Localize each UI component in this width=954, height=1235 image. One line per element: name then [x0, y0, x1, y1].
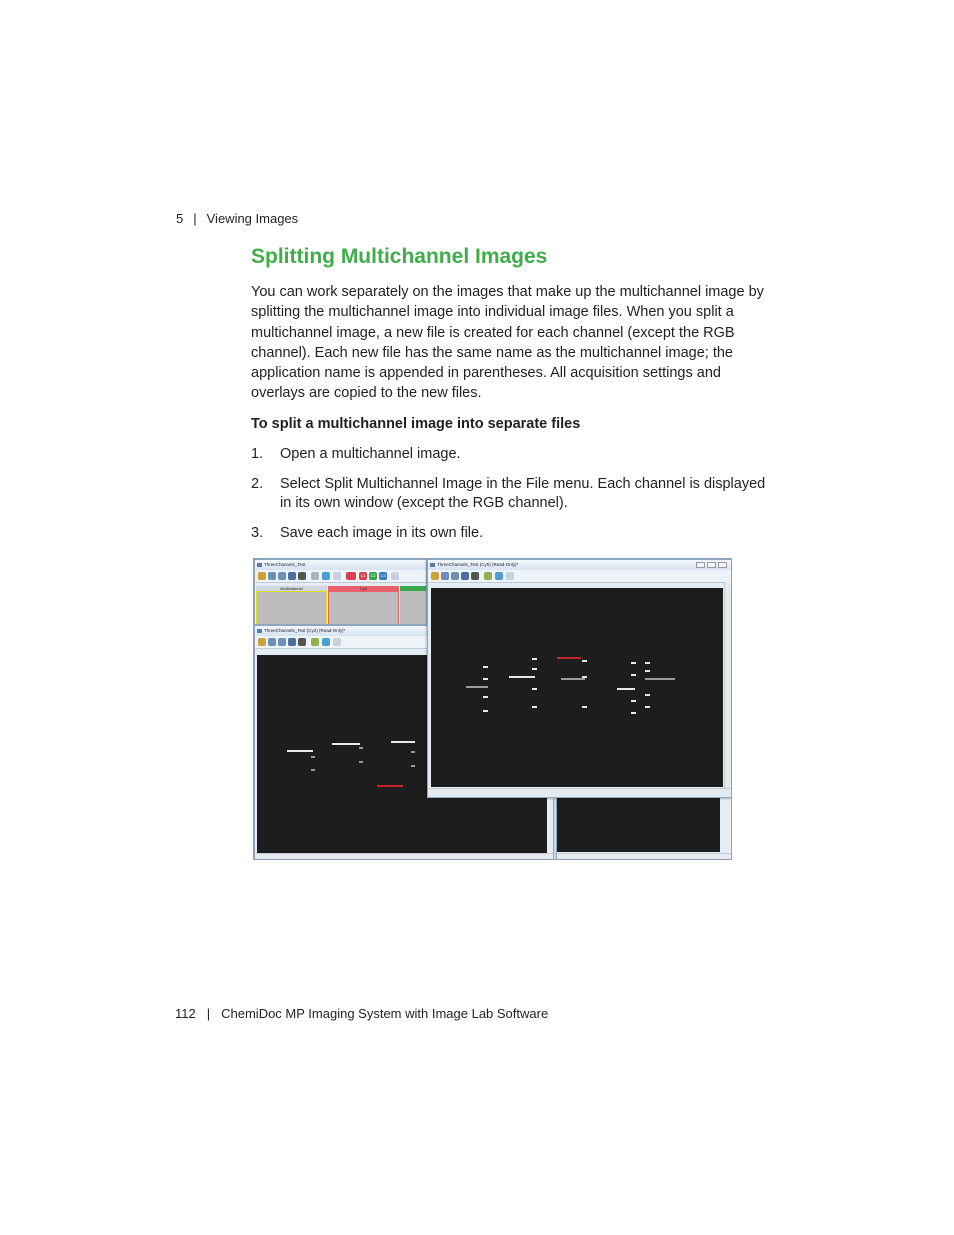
thumbnail-green[interactable]: [400, 591, 427, 625]
intro-paragraph: You can work separately on the images that make up the multichannel image by splitting the multichannel image into individual image files. When you split a multichannel image, a new file is created for each channel (except the RGB channel). Each new file has the same name as the multichannel image; the application name is appended in parentheses. All acquisition settings and overlays are copied to the new files.: [251, 284, 764, 402]
pointer-tool-icon[interactable]: [298, 638, 306, 646]
step-item: [251, 475, 776, 514]
zoom-out-icon[interactable]: [278, 572, 286, 580]
gel-band: [391, 741, 415, 743]
maximize-button[interactable]: [707, 562, 716, 568]
procedure-title: To split a multichannel image into separate files: [251, 416, 581, 432]
channel-c1-button[interactable]: C1: [360, 573, 366, 578]
running-head: [176, 211, 298, 226]
header-separator: |: [193, 211, 197, 226]
zoom-out-icon[interactable]: [278, 638, 286, 646]
gel-band: [483, 666, 488, 668]
multichannel-window: [254, 559, 427, 625]
horizontal-scrollbar[interactable]: [557, 853, 731, 860]
cy5-window-titlebar: [428, 560, 731, 570]
step-text: Save each image in its own file.: [280, 524, 484, 541]
fit-to-window-icon[interactable]: [461, 572, 469, 580]
background-window: [556, 795, 732, 860]
open-tool-icon[interactable]: [258, 638, 266, 646]
minimize-button[interactable]: [696, 562, 705, 568]
gel-band: [287, 750, 313, 752]
gel-band: [645, 670, 650, 672]
split-channel-screenshot: [253, 558, 732, 860]
gel-band: [582, 706, 587, 708]
horizontal-scrollbar[interactable]: [428, 788, 731, 795]
fit-to-window-icon[interactable]: [288, 638, 296, 646]
display-icon[interactable]: [333, 638, 341, 646]
procedure-steps: [251, 445, 776, 553]
close-button[interactable]: [718, 562, 727, 568]
gel-band-red: [377, 785, 403, 787]
window-icon: [430, 563, 435, 567]
gel-band: [561, 678, 585, 680]
gel-band: [359, 747, 363, 749]
image-tool-icon[interactable]: [311, 572, 319, 580]
gel-band: [359, 761, 363, 763]
step-number: 1.: [251, 446, 264, 462]
fit-to-window-icon[interactable]: [288, 572, 296, 580]
gel-band: [617, 688, 635, 690]
step-number: 2.: [251, 475, 264, 492]
multichannel-toolbar: [255, 570, 426, 583]
gel-band: [483, 678, 488, 680]
gel-band: [532, 658, 537, 660]
gel-band: [631, 700, 636, 702]
gel-band: [532, 668, 537, 670]
gel-band: [411, 751, 415, 753]
section-title: Splitting Multichannel Images: [251, 245, 548, 268]
window-icon: [257, 629, 262, 633]
gel-band: [466, 686, 488, 688]
gel-band: [645, 678, 675, 680]
gel-band: [483, 696, 488, 698]
book-title: ChemiDoc MP Imaging System with Image Lab Software: [221, 1006, 549, 1021]
gel-band: [645, 694, 650, 696]
zoom-in-icon[interactable]: [441, 572, 449, 580]
channel-c3-button[interactable]: C3: [380, 573, 386, 578]
transform-icon[interactable]: [322, 572, 330, 580]
gel-band: [582, 660, 587, 662]
image-tool-icon[interactable]: [484, 572, 492, 580]
open-tool-icon[interactable]: [258, 572, 266, 580]
pointer-tool-icon[interactable]: [471, 572, 479, 580]
step-item: [251, 445, 776, 465]
gel-band: [509, 676, 535, 678]
gel-band: [332, 743, 360, 745]
thumbnail-multichannel[interactable]: [256, 591, 327, 625]
layout-icon[interactable]: [391, 572, 399, 580]
channel-c2-button[interactable]: C2: [370, 573, 376, 578]
step-text: Select Split Multichannel Image in the File menu. Each channel is displayed in its own window (except the RGB channel).: [280, 475, 766, 511]
horizontal-scrollbar[interactable]: [255, 853, 553, 860]
tab-multichannel[interactable]: Multichannel: [256, 586, 327, 591]
page-footer: [175, 1006, 548, 1021]
step-item: [251, 524, 776, 544]
vertical-scrollbar[interactable]: [724, 582, 731, 789]
gel-band-red: [557, 657, 581, 659]
thumbnail-cy3[interactable]: [328, 591, 399, 625]
pointer-tool-icon[interactable]: [298, 572, 306, 580]
step-number: 3.: [251, 524, 264, 541]
gel-band: [311, 769, 315, 771]
cy5-window: [427, 559, 732, 798]
background-canvas: [557, 796, 720, 852]
cy5-toolbar: [428, 570, 731, 583]
tab-cy3[interactable]: Cy3: [328, 586, 399, 591]
zoom-out-icon[interactable]: [451, 572, 459, 580]
transform-icon[interactable]: [322, 638, 330, 646]
zoom-in-icon[interactable]: [268, 572, 276, 580]
gel-band: [645, 662, 650, 664]
gel-band: [631, 674, 636, 676]
cy5-image-canvas[interactable]: [431, 588, 723, 787]
transform-icon[interactable]: [495, 572, 503, 580]
page-number: 112: [175, 1006, 196, 1021]
multichannel-window-titlebar: [255, 560, 426, 570]
gel-band: [411, 765, 415, 767]
cy2-window-title: ThreeChannels_Test (Cy2) (Read-Only)*: [264, 628, 346, 633]
gel-band: [311, 756, 315, 758]
channel-overlay-icon[interactable]: [346, 572, 356, 580]
gel-band: [582, 676, 587, 678]
multichannel-window-title: ThreeChannels_Test: [264, 562, 306, 567]
open-tool-icon[interactable]: [431, 572, 439, 580]
gel-band: [631, 662, 636, 664]
gel-band: [532, 688, 537, 690]
gel-band: [631, 712, 636, 714]
step-text: Open a multichannel image.: [280, 446, 461, 462]
chapter-title: Viewing Images: [206, 211, 299, 226]
gel-band: [532, 706, 537, 708]
footer-separator: |: [206, 1006, 211, 1021]
window-icon: [257, 563, 262, 567]
gel-band: [483, 710, 488, 712]
display-icon[interactable]: [333, 572, 341, 580]
image-tool-icon[interactable]: [311, 638, 319, 646]
display-icon[interactable]: [506, 572, 514, 580]
chapter-number: 5: [176, 211, 184, 226]
zoom-in-icon[interactable]: [268, 638, 276, 646]
cy5-window-title: ThreeChannels_Test (Cy5) (Read-Only)*: [437, 562, 519, 567]
gel-band: [645, 706, 650, 708]
